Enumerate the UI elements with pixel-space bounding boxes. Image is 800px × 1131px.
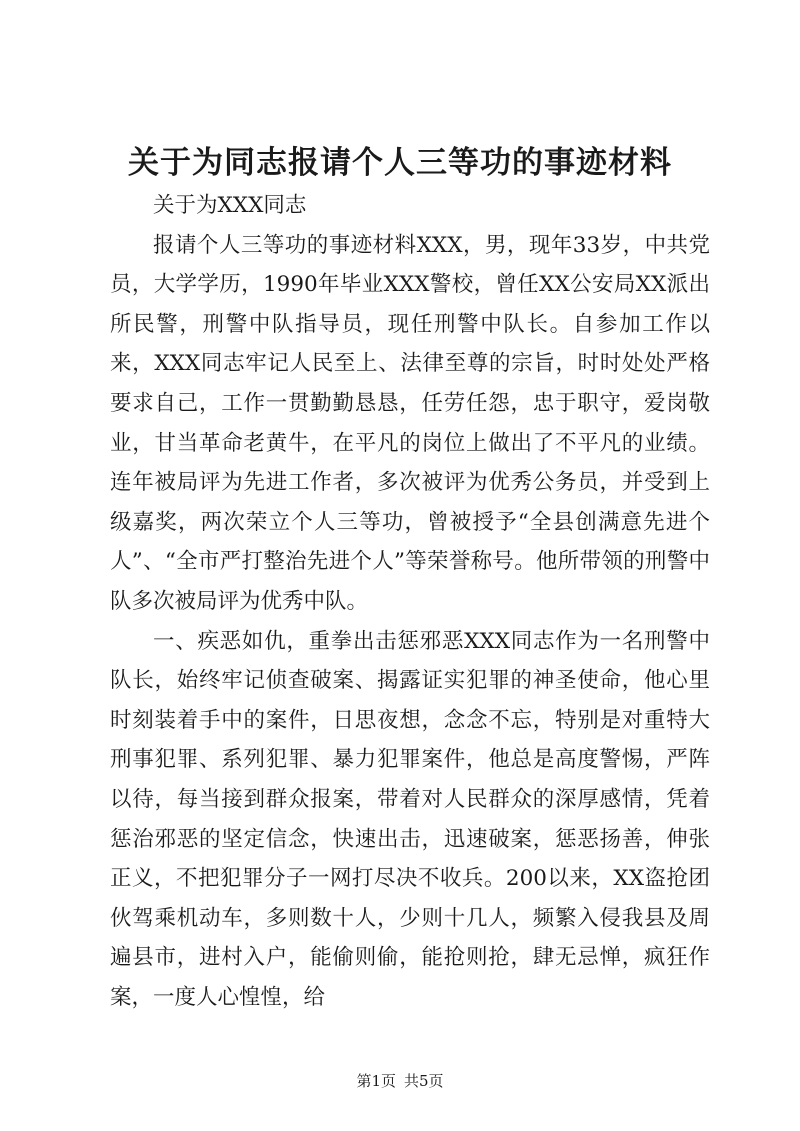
paragraph-section-one: 一、疾恶如仇，重拳出击惩邪恶XXX同志作为一名刑警中队长，始终牢记侦查破案、揭露证实犯罪的神圣使命，他心里时刻装着手中的案件，日思夜想，念念不忘，特别是对重特大刑事犯罪、系列犯罪、暴力犯罪案件，他总是高度警惕，严阵以待，每当接到群众报案，带着对人民群众的深厚感情，凭着惩治邪恶的坚定信念，快速出击，迅速破案，惩恶扬善，伸张正义，不把犯罪分子一网打尽决不收兵。200以来，XX盗抢团伙驾乘机动车，多则数十人，少则十几人，频繁入侵我县及周遍县市，进村入户，能偷则偷，能抢则抢，肆无忌惮，疯狂作案，一度人心惶惶，给 <box>110 628 710 1010</box>
paragraph-subtitle: 关于为XXX同志 <box>153 193 307 218</box>
page-number-total: 共5页 <box>404 1072 444 1090</box>
document-body <box>110 186 710 1017</box>
paragraph-intro: 报请个人三等功的事迹材料XXX，男，现年33岁，中共党员，大学学历，1990年毕业XXX警校，曾任XX公安局XX派出所民警，刑警中队指导员，现任刑警中队长。自参加工作以来，XXX同志牢记人民至上、法律至尊的宗旨，时时处处严格要求自己，工作一贯勤勤恳恳，任劳任怨，忠于职守，爱岗敬业，甘当革命老黄牛，在平凡的岗位上做出了不平凡的业绩。连年被局评为先进工作者，多次被评为优秀公务员，并受到上级嘉奖，两次荣立个人三等功，曾被授予“全县创满意先进个人”、“全市严打整治先进个人”等荣誉称号。他所带领的刑警中队多次被局评为优秀中队。 <box>110 232 710 614</box>
page-number-current: 第1页 <box>356 1072 396 1090</box>
document-title: 关于为同志报请个人三等功的事迹材料 <box>128 145 672 181</box>
page-footer <box>0 1071 800 1091</box>
